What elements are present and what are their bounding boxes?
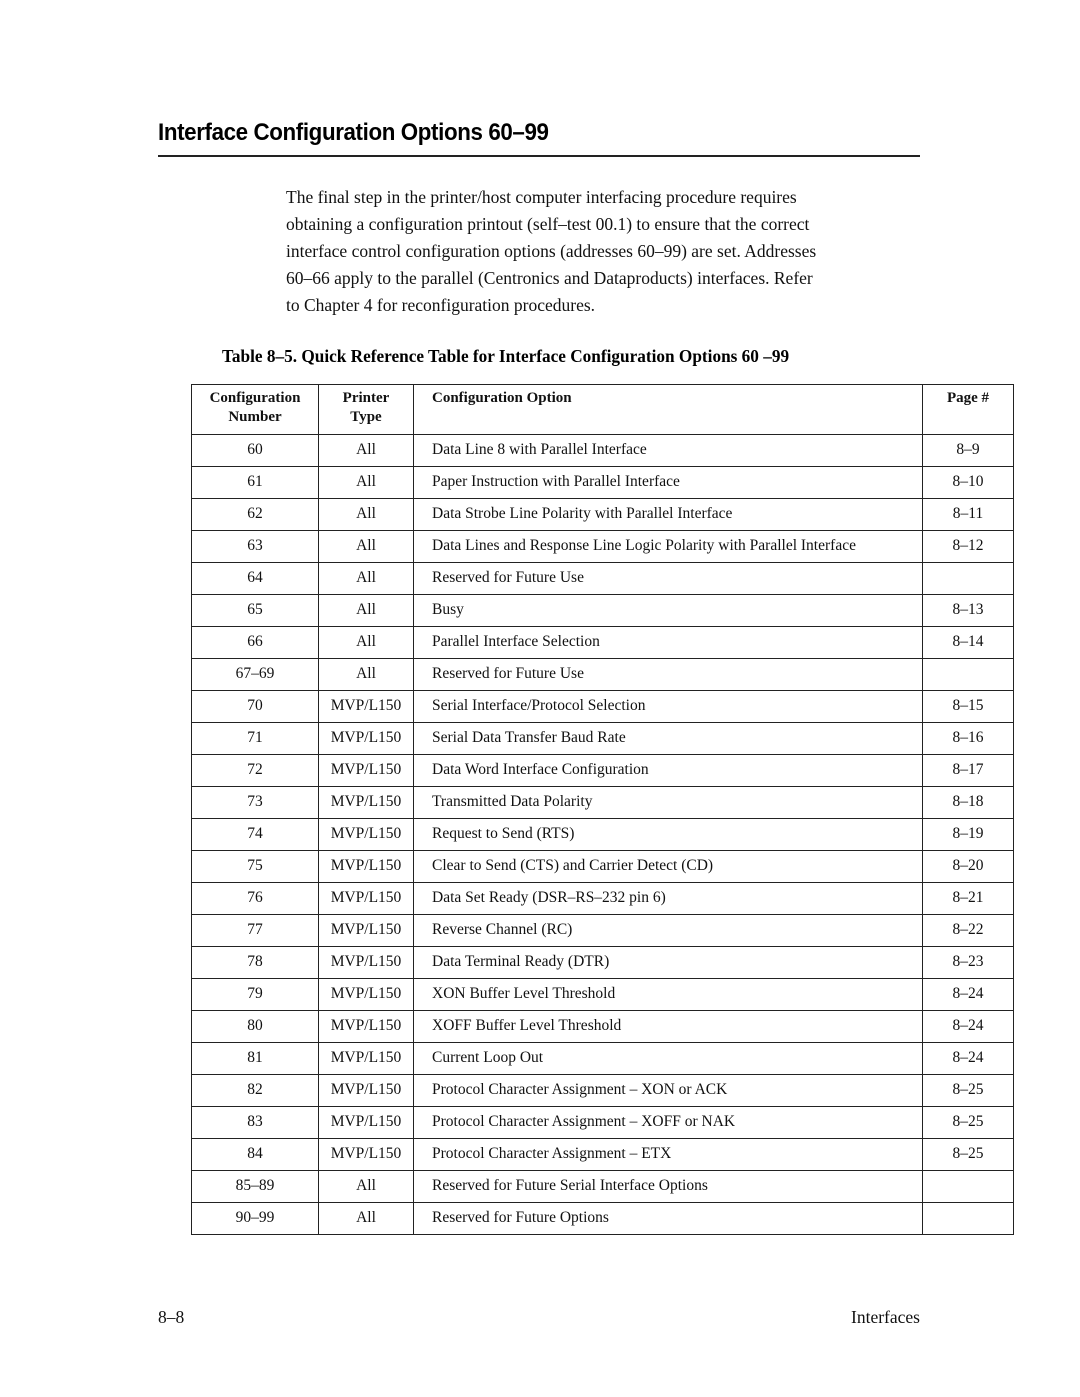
table-row — [192, 915, 1014, 947]
cell-printer-type: MVP/L150 — [319, 915, 414, 947]
table-row — [192, 1107, 1014, 1139]
intro-line: interface control configuration options (addresses 60–99) are set. Addresses — [286, 241, 817, 261]
table-caption: Table 8–5. Quick Reference Table for Interface Configuration Options 60 –99 — [222, 346, 790, 366]
table-row — [192, 947, 1014, 979]
cell-configuration-number: 78 — [192, 947, 319, 979]
cell-configuration-number: 64 — [192, 563, 319, 595]
header-printer-type: Printer Type — [319, 385, 414, 435]
cell-configuration-number: 61 — [192, 467, 319, 499]
cell-printer-type: MVP/L150 — [319, 947, 414, 979]
table-row — [192, 467, 1014, 499]
cell-page-number — [923, 1171, 1014, 1203]
cell-configuration-option: Parallel Interface Selection — [414, 627, 923, 659]
cell-printer-type: All — [319, 1171, 414, 1203]
cell-page-number: 8–18 — [923, 787, 1014, 819]
cell-page-number — [923, 563, 1014, 595]
cell-configuration-option: Reserved for Future Use — [414, 563, 923, 595]
cell-configuration-option: Transmitted Data Polarity — [414, 787, 923, 819]
cell-page-number: 8–23 — [923, 947, 1014, 979]
cell-configuration-option: Reserved for Future Serial Interface Options — [414, 1171, 923, 1203]
cell-page-number: 8–20 — [923, 851, 1014, 883]
section-title: Interface Configuration Options 60–99 — [158, 119, 549, 146]
cell-page-number: 8–24 — [923, 979, 1014, 1011]
cell-configuration-number: 60 — [192, 435, 319, 467]
cell-page-number: 8–17 — [923, 755, 1014, 787]
cell-configuration-number: 72 — [192, 755, 319, 787]
cell-configuration-number: 82 — [192, 1075, 319, 1107]
cell-configuration-number: 79 — [192, 979, 319, 1011]
table-row — [192, 563, 1014, 595]
cell-configuration-number: 84 — [192, 1139, 319, 1171]
header-configuration-option: Configuration Option — [414, 385, 923, 435]
cell-page-number: 8–24 — [923, 1011, 1014, 1043]
table-row — [192, 1043, 1014, 1075]
intro-line: 60–66 apply to the parallel (Centronics and Dataproducts) interfaces. Refer — [286, 268, 813, 288]
footer-page-number: 8–8 — [158, 1307, 185, 1327]
cell-printer-type: MVP/L150 — [319, 979, 414, 1011]
cell-configuration-number: 85–89 — [192, 1171, 319, 1203]
cell-configuration-number: 75 — [192, 851, 319, 883]
table-row — [192, 979, 1014, 1011]
table-row — [192, 499, 1014, 531]
table-row — [192, 723, 1014, 755]
table-row — [192, 627, 1014, 659]
table-row — [192, 659, 1014, 691]
cell-printer-type: MVP/L150 — [319, 1139, 414, 1171]
cell-configuration-number: 77 — [192, 915, 319, 947]
cell-configuration-option: Busy — [414, 595, 923, 627]
table-body — [192, 435, 1014, 1235]
cell-printer-type: MVP/L150 — [319, 787, 414, 819]
table-row — [192, 1075, 1014, 1107]
cell-configuration-number: 66 — [192, 627, 319, 659]
cell-printer-type: MVP/L150 — [319, 723, 414, 755]
cell-configuration-option: Data Lines and Response Line Logic Polarity with Parallel Interface — [414, 531, 923, 563]
cell-printer-type: All — [319, 627, 414, 659]
cell-configuration-option: Data Line 8 with Parallel Interface — [414, 435, 923, 467]
table-row — [192, 691, 1014, 723]
cell-configuration-number: 67–69 — [192, 659, 319, 691]
cell-printer-type: MVP/L150 — [319, 691, 414, 723]
cell-page-number: 8–11 — [923, 499, 1014, 531]
cell-page-number: 8–25 — [923, 1139, 1014, 1171]
cell-configuration-number: 63 — [192, 531, 319, 563]
intro-paragraph — [286, 184, 886, 319]
cell-configuration-number: 73 — [192, 787, 319, 819]
cell-configuration-number: 76 — [192, 883, 319, 915]
cell-page-number: 8–15 — [923, 691, 1014, 723]
quick-reference-table — [191, 384, 1014, 1235]
cell-printer-type: All — [319, 499, 414, 531]
cell-configuration-option: Data Strobe Line Polarity with Parallel Interface — [414, 499, 923, 531]
cell-page-number: 8–22 — [923, 915, 1014, 947]
cell-page-number: 8–25 — [923, 1107, 1014, 1139]
cell-printer-type: All — [319, 435, 414, 467]
cell-page-number: 8–21 — [923, 883, 1014, 915]
table-row — [192, 531, 1014, 563]
cell-printer-type: All — [319, 659, 414, 691]
cell-configuration-option: Clear to Send (CTS) and Carrier Detect (CD) — [414, 851, 923, 883]
table-row — [192, 1203, 1014, 1235]
cell-configuration-option: Reverse Channel (RC) — [414, 915, 923, 947]
cell-printer-type: MVP/L150 — [319, 1043, 414, 1075]
cell-page-number: 8–14 — [923, 627, 1014, 659]
table-row — [192, 435, 1014, 467]
cell-page-number — [923, 1203, 1014, 1235]
cell-printer-type: MVP/L150 — [319, 1107, 414, 1139]
table-row — [192, 1011, 1014, 1043]
cell-page-number: 8–24 — [923, 1043, 1014, 1075]
table-row — [192, 1171, 1014, 1203]
title-rule — [158, 155, 920, 157]
cell-configuration-option: Data Set Ready (DSR–RS–232 pin 6) — [414, 883, 923, 915]
cell-configuration-number: 65 — [192, 595, 319, 627]
cell-configuration-option: Current Loop Out — [414, 1043, 923, 1075]
intro-line: The final step in the printer/host computer interfacing procedure requires — [286, 187, 797, 207]
cell-configuration-option: Serial Interface/Protocol Selection — [414, 691, 923, 723]
table-row — [192, 787, 1014, 819]
cell-printer-type: All — [319, 1203, 414, 1235]
cell-page-number: 8–12 — [923, 531, 1014, 563]
cell-configuration-number: 90–99 — [192, 1203, 319, 1235]
cell-page-number: 8–13 — [923, 595, 1014, 627]
cell-printer-type: MVP/L150 — [319, 1011, 414, 1043]
intro-line: obtaining a configuration printout (self–test 00.1) to ensure that the correct — [286, 214, 810, 234]
cell-configuration-option: Data Word Interface Configuration — [414, 755, 923, 787]
cell-page-number: 8–9 — [923, 435, 1014, 467]
cell-configuration-option: Reserved for Future Use — [414, 659, 923, 691]
table-row — [192, 883, 1014, 915]
table-row — [192, 1139, 1014, 1171]
cell-page-number: 8–25 — [923, 1075, 1014, 1107]
cell-configuration-number: 81 — [192, 1043, 319, 1075]
cell-configuration-option: Protocol Character Assignment – XON or ACK — [414, 1075, 923, 1107]
cell-configuration-option: XON Buffer Level Threshold — [414, 979, 923, 1011]
cell-configuration-option: XOFF Buffer Level Threshold — [414, 1011, 923, 1043]
table-row — [192, 819, 1014, 851]
cell-configuration-option: Protocol Character Assignment – ETX — [414, 1139, 923, 1171]
cell-page-number: 8–16 — [923, 723, 1014, 755]
table-row — [192, 755, 1014, 787]
cell-printer-type: All — [319, 595, 414, 627]
cell-configuration-number: 74 — [192, 819, 319, 851]
cell-printer-type: MVP/L150 — [319, 851, 414, 883]
table-row — [192, 595, 1014, 627]
table-header-row — [192, 385, 1014, 435]
cell-configuration-number: 83 — [192, 1107, 319, 1139]
cell-configuration-option: Reserved for Future Options — [414, 1203, 923, 1235]
cell-printer-type: MVP/L150 — [319, 883, 414, 915]
cell-configuration-option: Paper Instruction with Parallel Interface — [414, 467, 923, 499]
cell-configuration-number: 71 — [192, 723, 319, 755]
cell-printer-type: All — [319, 563, 414, 595]
cell-configuration-option: Data Terminal Ready (DTR) — [414, 947, 923, 979]
cell-configuration-number: 70 — [192, 691, 319, 723]
cell-printer-type: All — [319, 531, 414, 563]
table-row — [192, 851, 1014, 883]
cell-configuration-number: 62 — [192, 499, 319, 531]
cell-configuration-option: Request to Send (RTS) — [414, 819, 923, 851]
cell-printer-type: MVP/L150 — [319, 755, 414, 787]
cell-page-number — [923, 659, 1014, 691]
cell-printer-type: All — [319, 467, 414, 499]
cell-printer-type: MVP/L150 — [319, 1075, 414, 1107]
cell-configuration-number: 80 — [192, 1011, 319, 1043]
cell-page-number: 8–19 — [923, 819, 1014, 851]
cell-printer-type: MVP/L150 — [319, 819, 414, 851]
cell-configuration-option: Protocol Character Assignment – XOFF or NAK — [414, 1107, 923, 1139]
header-page-number: Page # — [923, 385, 1014, 435]
cell-configuration-option: Serial Data Transfer Baud Rate — [414, 723, 923, 755]
cell-page-number: 8–10 — [923, 467, 1014, 499]
header-configuration-number: Configuration Number — [192, 385, 319, 435]
footer-chapter-name: Interfaces — [851, 1307, 920, 1327]
intro-line: to Chapter 4 for reconfiguration procedures. — [286, 295, 596, 315]
